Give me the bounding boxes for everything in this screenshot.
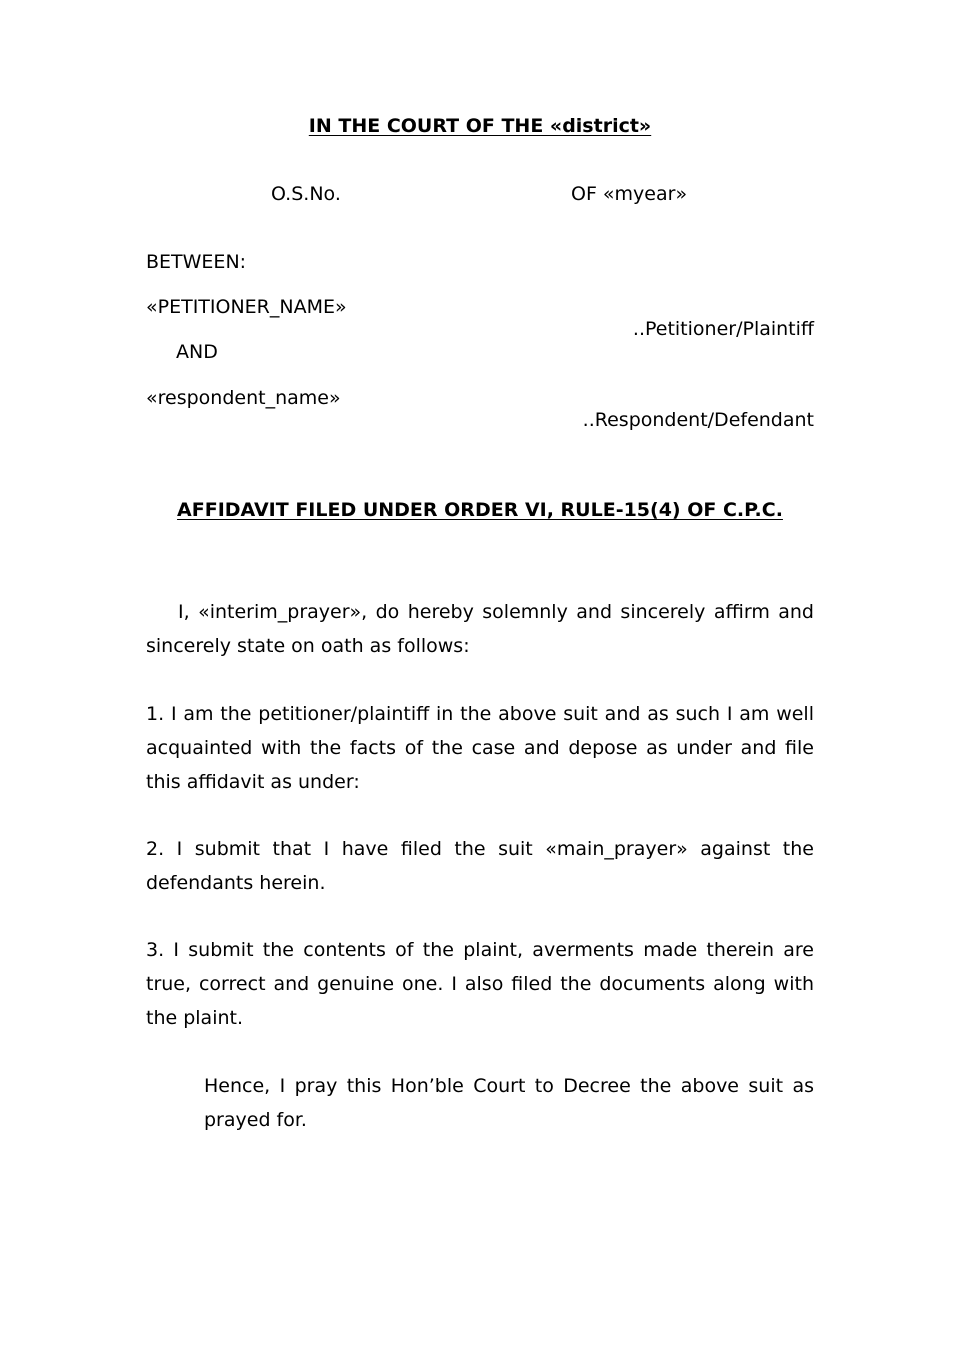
respondent-name: «respondent_name» bbox=[146, 387, 341, 409]
and-label: AND bbox=[176, 341, 218, 363]
case-number-label: O.S.No. bbox=[271, 183, 341, 205]
petitioner-role: ..Petitioner/Plaintiff bbox=[632, 318, 814, 340]
affidavit-paragraph-3: 3. I submit the contents of the plaint, averments made therein are true, correct and genuine one. I also filed the documents along with the plaint. bbox=[146, 939, 814, 1029]
prayer-paragraph: Hence, I pray this Hon’ble Court to Decree the above suit as prayed for. bbox=[204, 1075, 814, 1131]
affidavit-intro: I, «interim_prayer», do hereby solemnly and sincerely affirm and sincerely state on oath as follows: bbox=[146, 601, 814, 657]
petitioner-name: «PETITIONER_NAME» bbox=[146, 296, 347, 318]
affidavit-paragraph-1: 1. I am the petitioner/plaintiff in the above suit and as such I am well acquainted with the facts of the case and depose as under and file this affidavit as under: bbox=[146, 703, 814, 793]
affidavit-title: AFFIDAVIT FILED UNDER ORDER VI, RULE-15(4) OF C.P.C. bbox=[177, 499, 783, 521]
court-title: IN THE COURT OF THE «district» bbox=[308, 115, 652, 137]
respondent-role: ..Respondent/Defendant bbox=[582, 409, 814, 431]
case-year-label: OF «myear» bbox=[571, 183, 688, 205]
affidavit-paragraph-2: 2. I submit that I have filed the suit «main_prayer» against the defendants herein. bbox=[146, 838, 814, 894]
between-label: BETWEEN: bbox=[146, 251, 247, 273]
